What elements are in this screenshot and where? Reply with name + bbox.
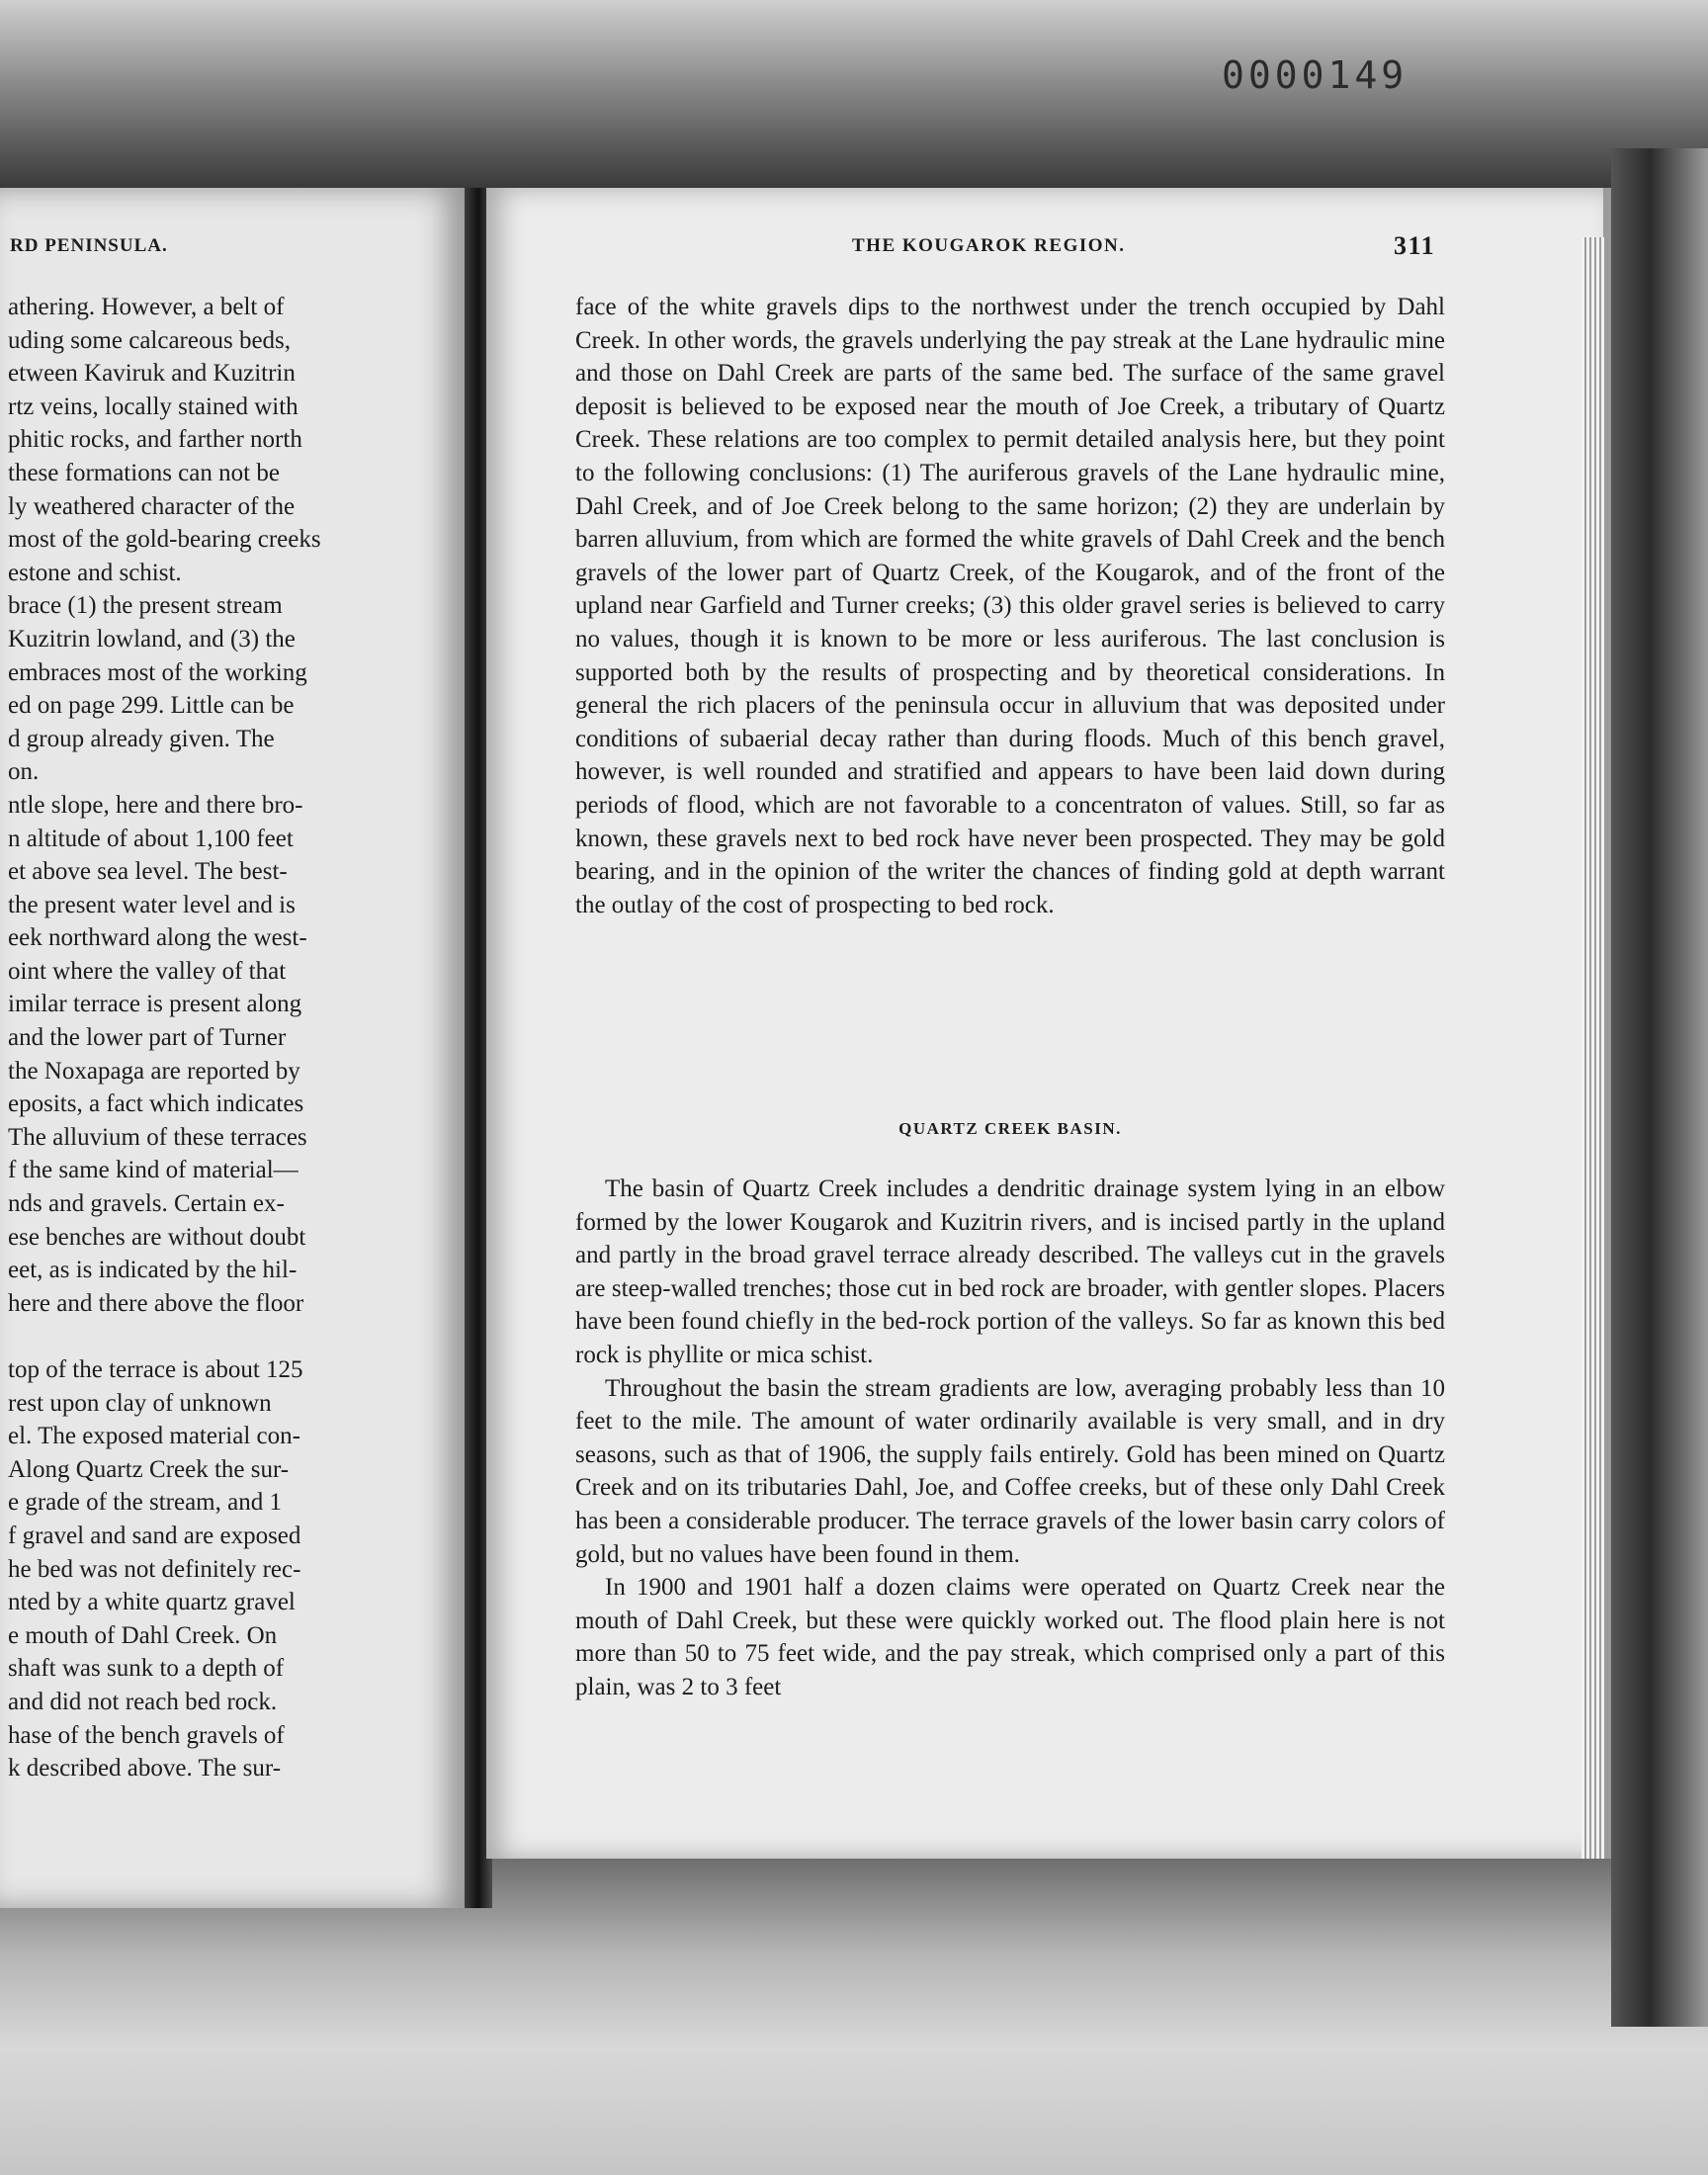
- section-heading: QUARTZ CREEK BASIN.: [898, 1119, 1122, 1138]
- left-text-line: phitic rocks, and farther north: [8, 426, 302, 454]
- left-text-line: embraces most of the working: [8, 658, 307, 686]
- left-text-line: f gravel and sand are exposed: [8, 1522, 301, 1549]
- left-text-line: nted by a white quartz gravel: [8, 1589, 296, 1616]
- left-text-line: these formations can not be: [8, 459, 280, 486]
- left-text-line: top of the terrace is about 125: [8, 1356, 303, 1383]
- left-text-line: rest upon clay of unknown: [8, 1389, 272, 1417]
- left-text-line: e mouth of Dahl Creek. On: [8, 1621, 278, 1649]
- paragraph-3: Throughout the basin the stream gradients are low, averaging probably less than 10 feet to the mile. The amount of water ordinarily available is very small, and in dry seasons, such as that of 1906, the supply fails entirely. Gold has been mined on Quartz Creek and on its tributaries Dahl, Joe, and Coffee creeks, but of these only Dahl Creek has been a considerable producer. The terrace gravels of the lower basin carry colors of gold, but no values have been found in them.: [575, 1374, 1445, 1568]
- left-text-line: e grade of the stream, and 1: [8, 1489, 282, 1517]
- left-text-line: rtz veins, locally stained with: [8, 392, 299, 420]
- left-text-line: ly weathered character of the: [8, 492, 296, 520]
- left-text-line: shaft was sunk to a depth of: [8, 1655, 285, 1683]
- left-page-text: [8, 291, 465, 1785]
- left-text-line: uding some calcareous beds,: [8, 326, 292, 354]
- scan-background-top: [0, 0, 1708, 188]
- left-text-line: The alluvium of these terraces: [8, 1123, 307, 1151]
- left-text-line: ese benches are without doubt: [8, 1223, 306, 1251]
- left-text-line: et above sea level. The best-: [8, 858, 288, 886]
- left-text-line: and the lower part of Turner: [8, 1024, 287, 1052]
- left-text-line: ntle slope, here and there bro-: [8, 791, 303, 819]
- left-text-line: Kuzitrin lowland, and (3) the: [8, 625, 296, 652]
- left-page: [0, 188, 465, 1908]
- scan-background-right: [1611, 148, 1708, 2027]
- paragraph-2: The basin of Quartz Creek includes a dendritic drainage system lying in an elbow formed by the lower Kougarok and Kuzitrin rivers, and is incised partly in the upland and partly in the broad gravel terrace already described. The valleys cut in the gravels are steep-walled trenches; those cut in bed rock are broader, with gentler slopes. Placers have been found chiefly in the bed-rock portion of the valleys. So far as known this bed rock is phyllite or mica schist.: [575, 1175, 1445, 1368]
- left-text-line: f the same kind of material—: [8, 1157, 299, 1184]
- left-text-line: etween Kaviruk and Kuzitrin: [8, 360, 296, 388]
- paragraph-4: In 1900 and 1901 half a dozen claims were operated on Quartz Creek near the mouth of Dahl Creek, but these were quickly worked out. The flood plain here is not more than 50 to 75 feet wide, and the pay streak, which comprised only a part of this plain, was 2 to 3 feet: [575, 1574, 1445, 1700]
- page-number: 311: [1394, 231, 1436, 260]
- left-text-line: the Noxapaga are reported by: [8, 1057, 300, 1085]
- body-text-bottom: [575, 1173, 1445, 1704]
- page-edges: [1581, 237, 1605, 1859]
- left-text-line: eposits, a fact which indicates: [8, 1090, 304, 1118]
- left-text-line: oint where the valley of that: [8, 957, 287, 985]
- left-text-line: on.: [8, 758, 40, 786]
- left-text-line: he bed was not definitely rec-: [8, 1555, 301, 1583]
- archive-stamp-number: 0000149: [1222, 53, 1409, 97]
- left-text-line: d group already given. The: [8, 725, 275, 752]
- left-text-line: estone and schist.: [8, 559, 182, 586]
- running-head: THE KOUGAROK REGION.: [852, 235, 1126, 256]
- left-text-line: [8, 1320, 465, 1353]
- left-text-line: most of the gold-bearing creeks: [8, 526, 321, 554]
- left-text-line: k described above. The sur-: [8, 1755, 282, 1783]
- left-running-head: RD PENINSULA.: [10, 235, 168, 256]
- left-text-line: eet, as is indicated by the hil-: [8, 1257, 298, 1284]
- left-text-line: athering. However, a belt of: [8, 294, 285, 320]
- left-text-line: el. The exposed material con-: [8, 1423, 300, 1450]
- body-text-top: [575, 291, 1445, 921]
- left-text-line: ed on page 299. Little can be: [8, 692, 295, 720]
- right-page: [486, 188, 1603, 1859]
- left-text-line: n altitude of about 1,100 feet: [8, 825, 294, 852]
- left-text-line: and did not reach bed rock.: [8, 1688, 278, 1715]
- left-text-line: nds and gravels. Certain ex-: [8, 1190, 285, 1218]
- left-text-line: brace (1) the present stream: [8, 592, 283, 620]
- left-text-line: hase of the bench gravels of: [8, 1721, 285, 1749]
- left-text-line: the present water level and is: [8, 891, 296, 918]
- left-text-line: here and there above the floor: [8, 1289, 304, 1317]
- left-text-line: eek northward along the west-: [8, 924, 307, 952]
- paragraph-1: face of the white gravels dips to the northwest under the trench occupied by Dahl Creek. In other words, the gravels underlying the pay streak at the Lane hydraulic mine and those on Dahl Creek are parts of the same bed. The surface of the same gravel deposit is believed to be exposed near the mouth of Joe Creek, a tributary of Quartz Creek. These relations are too complex to permit detailed analysis here, but they point to the following conclusions: (1) The auriferous gravels of the Lane hydraulic mine, Dahl Creek, and of Joe Creek belong to the same horizon; (2) they are underlain by barren alluvium, from which are formed the white gravels of Dahl Creek and the bench gravels of the lower part of Quartz Creek, of the Kougarok, and of the front of the upland near Garfield and Turner creeks; (3) this older gravel series is believed to carry no values, though it is known to be more or less auriferous. The last conclusion is supported both by the results of prospecting and by theoretical considerations. In general the rich placers of the peninsula occur in alluvium that was deposited under conditions of subaerial decay rather than during floods. Much of this bench gravel, however, is well rounded and stratified and appears to have been laid down during periods of flood, which are not favorable to a concentraton of values. Still, so far as known, these gravels next to bed rock have never been prospected. They may be gold bearing, and in the opinion of the writer the chances of finding gold at depth warrant the outlay of the cost of prospecting to bed rock.: [575, 294, 1445, 918]
- left-text-line: imilar terrace is present along: [8, 991, 302, 1018]
- left-text-line: Along Quartz Creek the sur-: [8, 1455, 290, 1483]
